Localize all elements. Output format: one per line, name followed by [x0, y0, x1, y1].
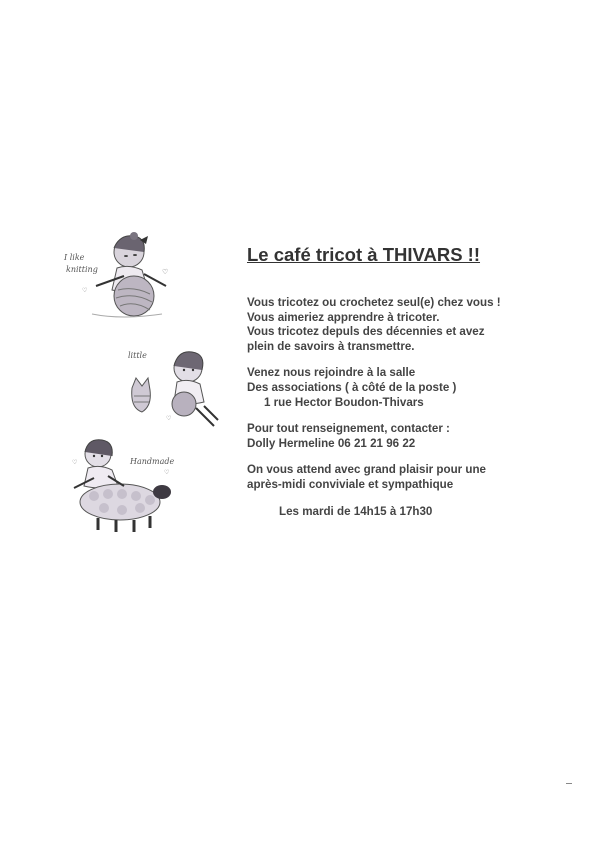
svg-text:Handmade: Handmade — [130, 457, 175, 466]
venue-address: 1 rue Hector Boudon-Thivars — [264, 395, 424, 409]
girl-with-sheep-icon — [64, 434, 184, 534]
intro-line: Vous aimeriez apprendre à tricoter. — [247, 310, 440, 324]
venue-line: Des associations ( à côté de la poste ) — [247, 380, 457, 394]
svg-text:♡: ♡ — [82, 288, 88, 294]
schedule-line: Les mardi de 14h15 à 17h30 — [279, 504, 433, 518]
svg-text:♡: ♡ — [72, 460, 78, 466]
closing-line: après-midi conviviale et sympathique — [247, 477, 454, 491]
svg-text:I like: I like — [64, 253, 85, 262]
svg-text:knitting: knitting — [66, 265, 98, 274]
contact-phone: Dolly Hermeline 06 21 21 96 22 — [247, 436, 416, 450]
page-title: Le café tricot à THIVARS !! — [247, 244, 481, 265]
svg-text:little: little — [128, 351, 147, 360]
scan-speck — [566, 783, 572, 784]
intro-line: Vous tricotez ou crochetez seul(e) chez vous ! — [247, 296, 501, 309]
intro-line: plein de savoirs à transmettre. — [247, 339, 415, 353]
knitting-girl-icon — [62, 228, 182, 323]
closing-line: On vous attend avec grand plaisir pour une — [247, 463, 487, 477]
intro-line: Vous tricotez depuls des décennies et avez — [247, 325, 485, 339]
svg-text:♡: ♡ — [166, 416, 172, 422]
flyer-body — [247, 296, 501, 519]
contact-line: Pour tout renseignement, contacter : — [247, 422, 450, 436]
venue-line: Venez nous rejoindre à la salle — [247, 366, 416, 380]
svg-text:♡: ♡ — [162, 269, 169, 276]
svg-text:♡: ♡ — [164, 470, 170, 476]
girl-with-cat-icon — [122, 342, 222, 432]
